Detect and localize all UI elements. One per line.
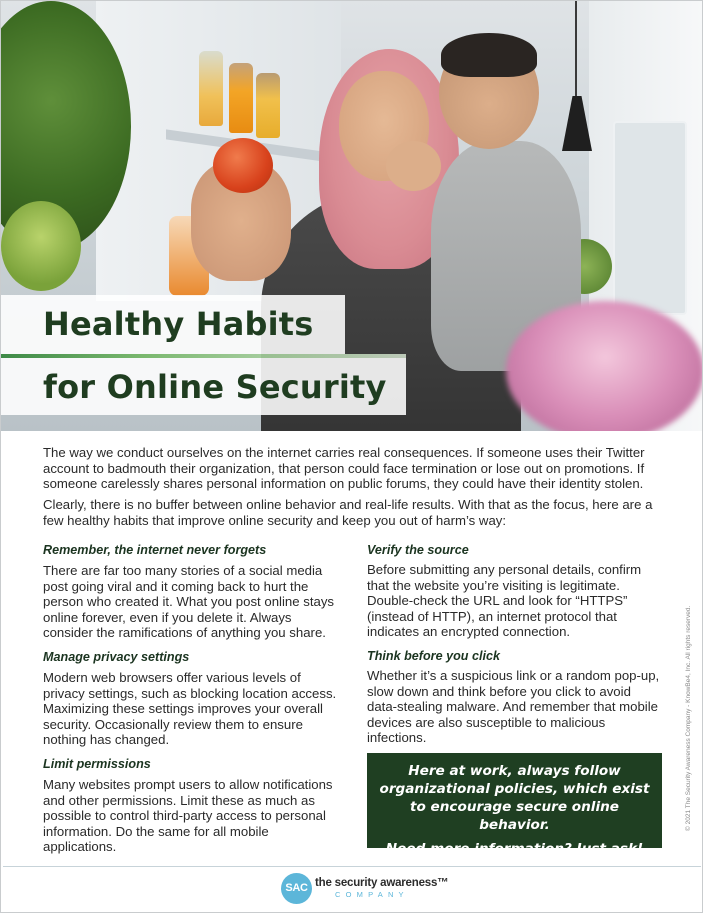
jar xyxy=(229,63,253,133)
section-internet-never-forgets xyxy=(43,541,345,641)
left-column xyxy=(43,541,345,862)
title-line-2: for Online Security xyxy=(43,368,387,406)
copyright-text: © 2021 The Security Awareness Company - KnowBe4, Inc. All rights reserved. xyxy=(685,605,692,831)
section-limit-permissions xyxy=(43,755,345,855)
logo-line-1: the security awareness™ xyxy=(315,876,449,889)
section-verify-source xyxy=(367,541,662,640)
jar xyxy=(199,51,223,126)
red-onion xyxy=(506,301,703,431)
fridge-panel xyxy=(613,121,687,315)
intro-paragraph-2: Clearly, there is no buffer between online behavior and real-life results. With that as the focus, here are a few healthy habits that improve online security and keep you out of harm’s way: xyxy=(43,497,653,528)
logo-wordmark xyxy=(315,877,448,900)
section-privacy-settings xyxy=(43,648,345,748)
intro-paragraph-1: The way we conduct ourselves on the internet carries real consequences. If someone uses their Twitter account to badmouth their organization, that person could face termination or lose out on promotions. If someone carelessly shares personal information on public forums, they could have their identity stolen. xyxy=(43,445,645,492)
logo-badge: SAC xyxy=(281,873,312,904)
callout-main-text: Here at work, always follow organizational policies, which exist to encourage secure online behavior. xyxy=(379,763,650,833)
company-logo xyxy=(281,871,448,905)
section-heading: Limit permissions xyxy=(43,756,151,771)
callout-sub-text: Need more information? Just ask! xyxy=(385,841,644,857)
tomato xyxy=(213,138,273,193)
section-heading: Manage privacy settings xyxy=(43,649,190,664)
section-heading: Think before you click xyxy=(367,648,500,663)
child-hand xyxy=(386,141,441,191)
section-text: Many websites prompt users to allow notifications and other permissions. Limit these as much as possible to control third-party access to personal information. Do the same for all mobile applications. xyxy=(43,776,333,855)
jar xyxy=(256,73,280,138)
section-heading: Verify the source xyxy=(367,543,469,557)
section-text: Modern web browsers offer various levels of privacy settings, such as blocking location access. Maximizing these settings improves your overall security. Occasionally review them to ensure nothing has changed. xyxy=(43,669,337,748)
section-text: Whether it’s a suspicious link or a random pop-up, slow down and think before you click to avoid data-stealing malware. And remember that mobile devices are also susceptible to malicious infections. xyxy=(367,667,660,746)
title-divider xyxy=(1,354,406,358)
section-think-before-click xyxy=(367,647,662,746)
title-line-1: Healthy Habits xyxy=(43,305,314,343)
section-text: Before submitting any personal details, confirm that the website you’re visiting is legitimate. Double-check the URL and look for “HTTPS” (instead of HTTP), an internet protocol that indicates an encrypted connection. xyxy=(367,562,642,640)
apple xyxy=(1,201,81,291)
callout-box xyxy=(367,753,662,857)
footer-divider xyxy=(3,866,701,867)
pendant-lamp xyxy=(562,96,592,151)
right-column xyxy=(367,541,662,753)
section-heading: Remember, the internet never forgets xyxy=(43,543,267,557)
section-text: There are far too many stories of a social media post going viral and it coming back to hurt the person who created it. What you post online stays online forever, even if you delete it. Always consider the ramifications of anything you share. xyxy=(43,563,335,641)
lamp-cord xyxy=(575,1,577,96)
child-hair xyxy=(441,33,537,77)
logo-line-2: COMPANY xyxy=(335,889,409,899)
copyright-notice xyxy=(685,601,695,831)
